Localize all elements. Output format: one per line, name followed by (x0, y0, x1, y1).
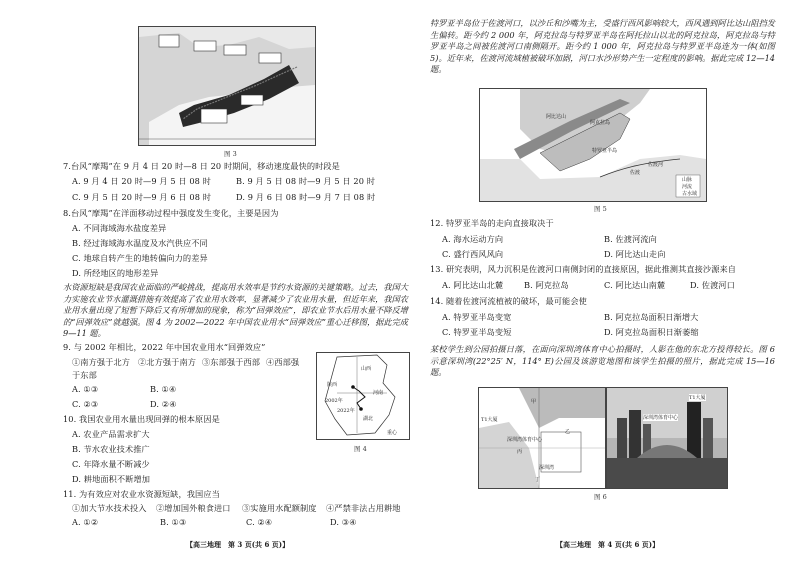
q7-stem: 7.台风“摩羯”在 9 月 4 日 20 时—8 日 20 时期间，移动速度最快的时段是 (63, 161, 340, 171)
q14-option-b[interactable]: B. 阿克拉岛面积日渐增大 (604, 312, 699, 322)
q14-stem: 14. 随着佐渡河流植被的破坏，最可能会使 (430, 296, 587, 306)
peninsula-map-graphic (480, 89, 706, 201)
fig5-legend-water: 古水域 (682, 191, 698, 197)
q11-option-d[interactable]: D. ③④ (330, 517, 357, 527)
q9-option-b[interactable]: B. ①④ (150, 384, 177, 394)
fig4-label-2002: 2002年 (325, 398, 343, 404)
q7-option-c[interactable]: C. 9 月 5 日 20 时—9 月 6 日 08 时 (72, 192, 211, 202)
q9-item-2: ②北方强于南方 (138, 357, 197, 367)
figure-6-caption: 图 6 (594, 493, 607, 501)
q11-item-1: ①加大节水技术投入 (72, 503, 147, 513)
q8-stem: 8.台风“摩羯”在洋面移动过程中强度发生变化，主要是因为 (63, 208, 279, 218)
q9-option-c[interactable]: C. ②③ (72, 399, 99, 409)
figure-6-park-map (478, 387, 606, 489)
q11-item-2: ②增加国外粮食进口 (156, 503, 231, 513)
q11-option-a[interactable]: A. ①② (72, 517, 99, 527)
fig5-legend-mountain: 山脉 (682, 177, 693, 183)
figure-5-peninsula-map (479, 88, 707, 202)
fig5-label-city: 佐渡 (630, 170, 641, 176)
fig5-label-troya: 特罗亚半岛 (592, 148, 618, 154)
figure-3-typhoon-map (138, 26, 316, 146)
fig6-point-jia: 甲 (531, 399, 537, 405)
q7-option-d[interactable]: D. 9 月 6 日 08 时—9 月 7 日 08 时 (236, 192, 376, 202)
q13-stem: 13. 研究表明，风力沉积是佐渡河口南侧封闭的直接原因，据此推测其直接沙源来自 (430, 264, 737, 274)
q9-option-d[interactable]: D. ②④ (150, 399, 177, 409)
q11-item-4: ④严禁非法占用耕地 (326, 503, 401, 513)
q9-item-3: ③东部强于西部 (202, 357, 261, 367)
figure-6-photo (606, 387, 728, 489)
skyline-photo-graphic (607, 388, 727, 488)
q8-option-d[interactable]: D. 所经地区的地形差异 (72, 268, 159, 278)
fig4-label-2022: 2022年 (337, 408, 355, 414)
footer-page-4: 【高三地理 第 4 页(共 6 页)】 (556, 540, 660, 549)
fig6-label-bay: 深圳湾 (539, 465, 555, 471)
fig6-label-sport: 深圳湾体育中心 (507, 437, 543, 443)
typhoon-track-graphic (139, 27, 315, 145)
fig4-label-henan: 河南 (373, 390, 384, 396)
q14-option-a[interactable]: A. 特罗亚半岛变宽 (442, 312, 512, 322)
q12-stem: 12. 特罗亚半岛的走向直接取决于 (430, 218, 554, 228)
q9-option-a[interactable]: A. ①③ (72, 384, 99, 394)
fig6-label-t1: T1大厦 (481, 417, 498, 423)
passage-troya: 特罗亚半岛位于佐渡河口，以沙丘和沙嘴为主，受盛行西风影响较大，西风遇到阿比达山阻挡发生偏转。距今约 2 000 年，阿克拉岛与特罗亚半岛在阿托拉山以北的阿克拉岛，阿克拉岛与特罗亚半岛之间被佐渡河口南侧隔开。距今约 1 000 年，阿克拉岛与特罗亚半岛连为一体(如图 5)。近年来，佐渡河流域植被破坏加剧，河口水沙形势产生一定程度的影响。据此完成 12—14 题。 (430, 18, 775, 74)
figure-3-caption: 图 3 (224, 150, 237, 158)
q10-option-d[interactable]: D. 耕地面积不断增加 (72, 474, 151, 484)
figure-4-caption: 图 4 (354, 445, 367, 453)
q10-option-a[interactable]: A. 农业产品需求扩大 (72, 429, 150, 439)
q10-stem: 10. 我国农业用水量出现回弹的根本原因是 (63, 414, 220, 424)
fig6-photo-label-sport: 深圳湾体育中心 (643, 415, 679, 421)
figure-4-migration-map (316, 352, 410, 440)
fig5-label-akla: 阿克拉岛 (590, 120, 611, 126)
q13-option-d[interactable]: D. 佐渡河口 (690, 280, 735, 290)
q9-item-4: ④西部强 (266, 357, 300, 367)
q10-option-b[interactable]: B. 节水农业技术推广 (72, 444, 150, 454)
q13-option-c[interactable]: C. 阿比达山南麓 (604, 280, 666, 290)
q12-option-b[interactable]: B. 佐渡河流向 (604, 234, 657, 244)
q11-stem: 11. 为有效应对农业水资源短缺，我国应当 (63, 489, 220, 499)
q12-option-a[interactable]: A. 海水运动方向 (442, 234, 504, 244)
q11-item-3: ③实施用水配额制度 (242, 503, 317, 513)
fig4-label-hubei: 湖北 (363, 416, 374, 422)
passage-shenzhen-bay: 某校学生到公园拍摄日落，在面向深圳湾体育中心拍摄时，人影在他的东北方投得较长。图 6 示意深圳湾(22°25′ N，114° E)公园及该游览地图和该学生拍摄的照片，据此完成 15—16 题。 (430, 344, 775, 377)
fig6-point-ding: 丁 (535, 477, 541, 483)
q9-item-1: ①南方强于北方 (72, 357, 131, 367)
footer-page-3: 【高三地理 第 3 页(共 6 页)】 (186, 540, 290, 549)
q11-option-c[interactable]: C. ②④ (246, 517, 273, 527)
q8-option-c[interactable]: C. 地球自转产生的地转偏向力的差异 (72, 253, 208, 263)
q12-option-d[interactable]: D. 阿比达山走向 (604, 249, 666, 259)
passage-agri-water: 水资源短缺是我国农业面临的严峻挑战，提高用水效率是节约水资源的关键策略。过去，我国大力实施农业节水灌溉措施有效提高了农业用水效率，显著减少了农业用水量，但近年来，我国农业用水量出现了短暂下降后又有所增加的现象，称为“回弹效应”，即农业节水后用水量不降反增的“回弹效应”就越强。图 4 为 2002—2022 年中国农业用水“回弹效应”重心迁移图，据此完成 9—11 题。 (63, 282, 408, 338)
fig4-label-shanxi: 山西 (361, 366, 372, 372)
q10-option-c[interactable]: C. 年降水量不断减少 (72, 459, 150, 469)
q7-option-a[interactable]: A. 9 月 4 日 20 时—9 月 5 日 08 时 (72, 176, 211, 186)
q13-option-b[interactable]: B. 阿克拉岛 (524, 280, 569, 290)
fig6-point-bing: 丙 (517, 449, 523, 455)
q9-stem: 9. 与 2002 年相比，2022 年中国农业用水“回弹效应” (63, 342, 266, 352)
fig5-legend-river: 河流 (682, 184, 693, 190)
q14-option-d[interactable]: D. 阿克拉岛面积日渐萎缩 (604, 327, 699, 337)
q12-option-c[interactable]: C. 盛行西风风向 (442, 249, 504, 259)
fig6-photo-label-t1: T1大厦 (689, 395, 706, 401)
q14-option-c[interactable]: C. 特罗亚半岛变短 (442, 327, 512, 337)
figure-5-caption: 图 5 (594, 205, 607, 213)
fig6-point-yi: 乙 (565, 429, 571, 435)
q8-option-b[interactable]: B. 经过海域海水温度及水汽供应不同 (72, 238, 208, 248)
fig4-label-shaanxi: 陕西 (327, 382, 338, 388)
q11-option-b[interactable]: B. ①③ (160, 517, 187, 527)
fig4-label-legend: 重心 (387, 430, 398, 436)
q8-option-a[interactable]: A. 不同海域海水盐度差异 (72, 223, 167, 233)
fig5-label-atlas: 阿比达山 (546, 114, 567, 120)
fig5-label-river: 佐渡河 (648, 162, 664, 168)
q9-item-4-cont: 于东部 (72, 370, 97, 380)
q13-option-a[interactable]: A. 阿比达山北麓 (442, 280, 504, 290)
q7-option-b[interactable]: B. 9 月 5 日 08 时—9 月 5 日 20 时 (236, 176, 376, 186)
